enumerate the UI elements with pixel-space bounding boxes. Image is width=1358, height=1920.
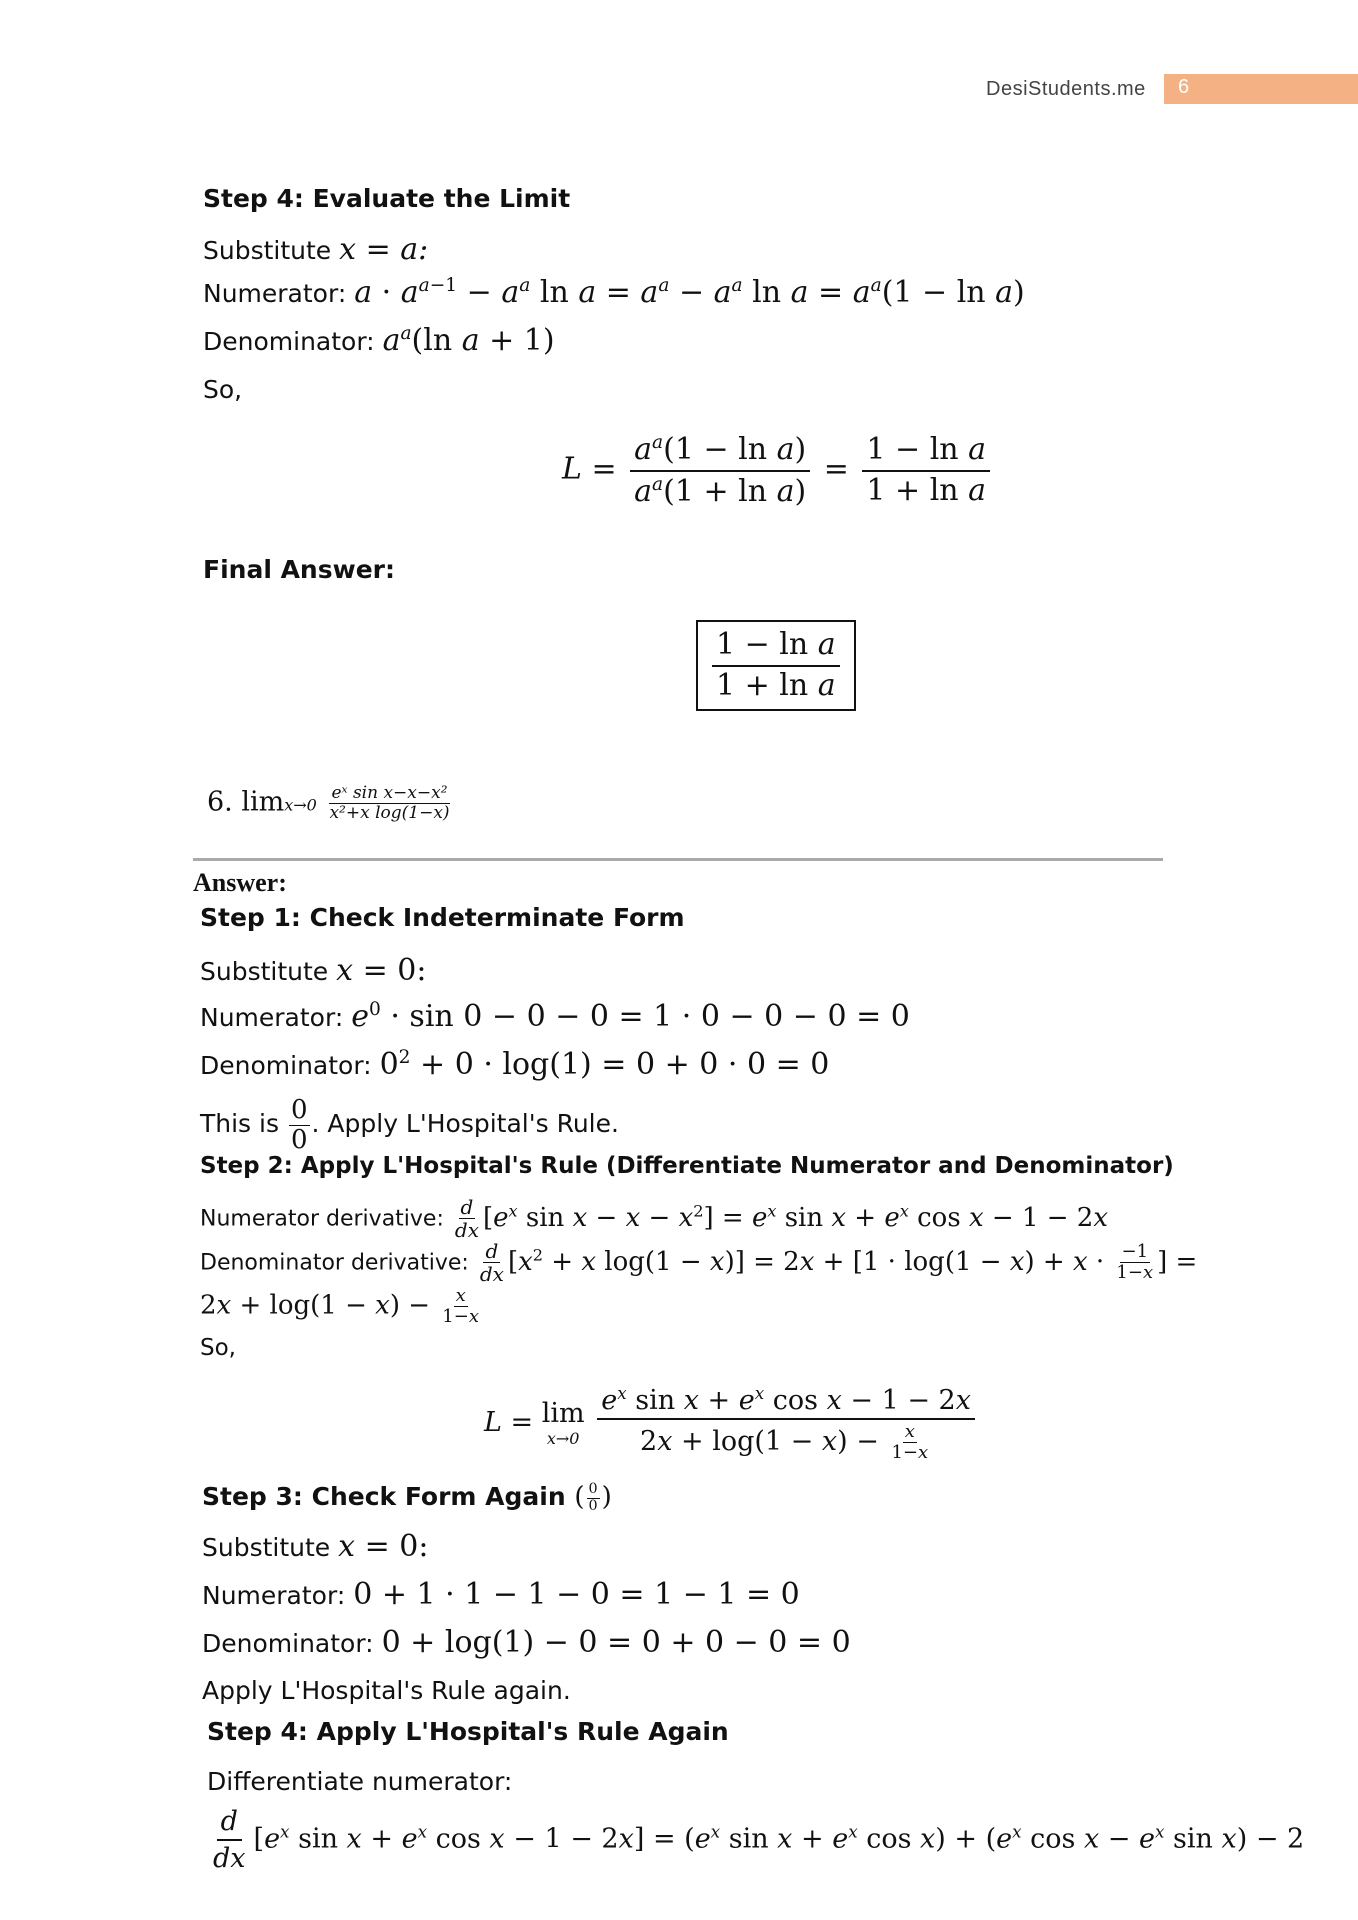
question-fraction [327,784,451,822]
num-deriv-label: Numerator derivative: [200,1206,444,1232]
substitute-expr: x = 0: [338,1529,429,1564]
numerator-line [200,999,910,1034]
step4b-heading: Step 4: Apply L'Hospital's Rule Again [207,1717,729,1746]
substitute-line [200,953,426,988]
step3-heading: Step 3: Check Form Again [202,1482,566,1512]
numerator-expr: $a \cdot a^{a-1} - a^a$ $\ln a = a^a - a^a$ $\ln a = a^a(1 - \ln a)$ [354,275,1025,310]
apply-again-text: Apply L'Hospital's Rule again. [202,1676,571,1705]
denominator-label: Denominator: [200,1051,372,1080]
limit-equation: L = $\frac{a^a(1 - \ln a)}{a^a(1 + \ln a)}$ = $\frac{\text{1 − ln a}}{\text{1 + ln a}}$ [562,432,994,509]
denominator-again-line [202,1625,851,1660]
diff-num-label: Differentiate numerator: [207,1767,513,1796]
this-is-text: This is [200,1109,280,1139]
fraction: $e^x$ $\sin x + e^x$ cos x − 1 − 2x 2x + log(1 − x) − $\frac{x}{1-x}$ [597,1384,975,1463]
numerator-expr: $e^0 \cdot \sin 0 - 0 - 0 = 1 \cdot 0 - 0 - 0 = 0$ [351,999,910,1034]
denominator-label: Denominator: [203,327,375,356]
denominator-expr: $a^a(\ln$ a + 1) [382,323,555,358]
divider [193,858,1163,861]
diff-num-expr: $\frac{d}{dx}$ [$e^x$ $\sin x + e^x$ $\cos x - 1 - 2x] = (e^x$ $\sin x + e^x$ $\cos x) + (e^x$ $\cos x - e^x$ sin x) − 2 [213,1806,1305,1875]
step3-heading-line: Step 3: Check Form Again ( $\frac{0}{0}$ ) [202,1481,612,1514]
lim-sub: x→0 [284,795,317,815]
answer-label: Answer: [193,868,287,897]
numerator-again-line [202,1577,800,1612]
question-6 [207,784,454,822]
site-name: DesiStudents.me [986,78,1146,100]
so-text: So, [200,1335,236,1361]
fraction: $\frac{\text{1 − ln a}}{\text{1 + ln a}}$ [862,433,990,508]
page-number: 6 [1178,76,1190,98]
lim-text: lim [241,786,285,818]
numerator-label: Numerator: [203,279,347,308]
numerator-label: Numerator: [202,1581,346,1610]
numerator-expr: 0 + 1 · 1 − 1 − 0 = 1 − 1 = 0 [353,1577,800,1612]
denominator-line [200,1047,829,1082]
den-deriv-line [200,1240,1197,1285]
den-deriv-expr: $\frac{d}{dx}$ [$x^2 + x$ log(1 − x)] = 2x + [1 · log(1 − x) + x · $\frac{-1}{1-x}$ ] = [479,1239,1198,1286]
step2-heading: Step 2: Apply L'Hospital's Rule (Differentiate Numerator and Denominator) [200,1153,1174,1179]
denominator-label: Denominator: [202,1629,374,1658]
substitute-expr: x = 0: [336,953,427,988]
num-deriv-expr: $\frac{d}{dx}$ [$e^x$ $\sin x - x - x^2] = e^x$ $\sin x + e^x$ cos x − 1 − 2x [454,1195,1109,1242]
numerator-label: Numerator: [200,1003,344,1032]
question-number: 6. [207,786,233,818]
page-number-bar [1164,74,1358,104]
question-num: eˣ sin x−x−x² [331,783,448,803]
step4-heading: Step 4: Evaluate the Limit [203,184,571,213]
den-deriv-cont: 2x + log(1 − x) − $\frac{x}{1-x}$ [200,1285,479,1327]
substitute-again-line [202,1529,428,1564]
substitute-text: Substitute [202,1533,331,1562]
numerator-line [203,275,1025,310]
question-den: x²+x log(1−x) [329,802,450,823]
num-deriv-line [200,1196,1108,1241]
denominator-line [203,323,555,358]
final-answer-label: Final Answer: [203,555,395,584]
step1-heading: Step 1: Check Indeterminate Form [200,903,685,932]
substitute-expr: x = a: [339,232,429,267]
denominator-expr: $0^2 + 0 \cdot \log(1) = 0 + 0 \cdot 0 = 0$ [379,1047,830,1082]
fraction: $\frac{\text{1 − ln a}}{\text{1 + ln a}}$ [712,628,840,703]
substitute-text: Substitute [200,957,329,986]
substitute-line [203,232,428,267]
this-is-line [200,1096,619,1154]
limit-equation: L = lim x→0 $e^x$ $\sin x + e^x$ cos x − 1 − 2x 2x + log(1 − x) − $\frac{x}{1-x}$ [484,1384,979,1463]
den-deriv-label: Denominator derivative: [200,1250,469,1276]
fraction: $\frac{a^a(1 - \ln a)}{a^a(1 + \ln a)}$ [630,432,810,509]
zero-over-zero: $\frac{0}{0}$ [290,1095,308,1155]
denominator-expr: 0 + log(1) − 0 = 0 + 0 − 0 = 0 [381,1625,851,1660]
substitute-text: Substitute [203,236,332,265]
final-answer-box [696,620,856,711]
apply-text: . Apply L'Hospital's Rule. [311,1109,619,1139]
so-text: So, [203,375,243,404]
